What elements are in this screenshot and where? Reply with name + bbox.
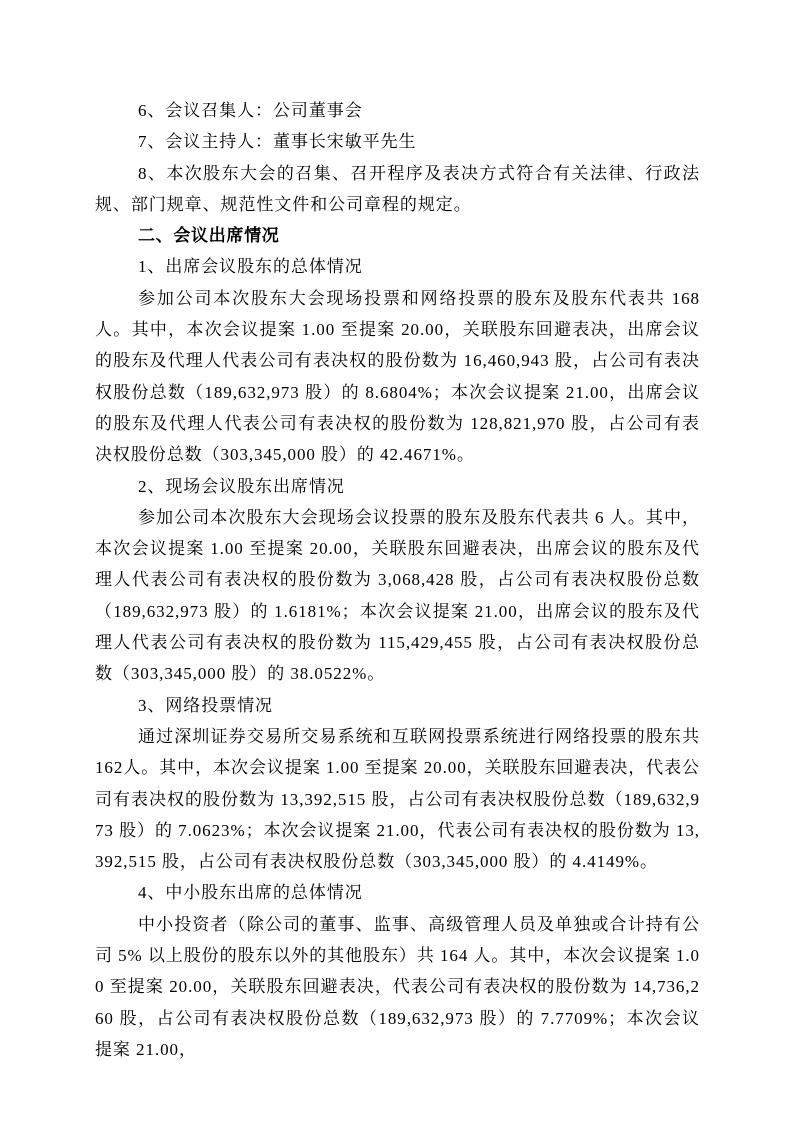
section-heading-meeting-attendance: 二、会议出席情况 xyxy=(138,226,280,246)
paragraph-online-voting-detail: 通过深圳证券交易所交易系统和互联网投票系统进行网络投票的股东共162人。其中，本次会议提案 1.00 至提案 20.00，关联股东回避表决，代表公司有表决权的股份数为 13,392,515 股，占公司有表决权股份总数（189,632,973 股）的 7.0623%；本次会议提案 21.00，代表公司有表决权的股份数为 13,392,515 股，占公司有表决权股份总数（303,345,000 股）的 4.4149%。 xyxy=(95,726,700,872)
paragraph-onsite-attendance-detail: 参加公司本次股东大会现场会议投票的股东及股东代表共 6 人。其中，本次会议提案 1.00 至提案 20.00，关联股东回避表决，出席会议的股东及代理人代表公司有表决权的股份数为 3,068,428 股，占公司有表决权股份总数（189,632,973 股）的 1.6181%；本次会议提案 21.00，出席会议的股东及代理人代表公司有表决权的股份数为 115,429,455 股，占公司有表决权股份总数（303,345,000 股）的 38.0522%。 xyxy=(95,507,700,684)
subitem-onsite-attendance: 2、现场会议股东出席情况 xyxy=(138,476,345,496)
subitem-overall-attendance: 1、出席会议股东的总体情况 xyxy=(138,257,363,277)
paragraph-overall-attendance-detail: 参加公司本次股东大会现场投票和网络投票的股东及股东代表共 168 人。其中，本次会议提案 1.00 至提案 20.00，关联股东回避表决，出席会议的股东及代理人代表公司有表决权的股份数为 16,460,943 股，占公司有表决权股份总数（189,632,973 股）的 8.6804%；本次会议提案 21.00，出席会议的股东及代理人代表公司有表决权的股份数为 128,821,970 股，占公司有表决权股份总数（303,345,000 股）的 42.4671%。 xyxy=(95,288,700,465)
numbered-item-convener: 6、会议召集人：公司董事会 xyxy=(138,101,363,120)
paragraph-minority-shareholders-detail: 中小投资者（除公司的董事、监事、高级管理人员及单独或合计持有公司 5% 以上股份的股东以外的其他股东）共 164 人。其中，本次会议提案 1.00 至提案 20.00，关联股东回避表决，代表公司有表决权的股份数为 14,736,260 股，占公司有表决权股份总数（189,632,973 股）的 7.7709%；本次会议提案 21.00， xyxy=(95,914,700,1059)
subitem-online-voting: 3、网络投票情况 xyxy=(138,695,273,715)
numbered-item-chairperson: 7、会议主持人：董事长宋敏平先生 xyxy=(138,132,417,152)
paragraph-compliance-statement: 8、本次股东大会的召集、召开程序及表决方式符合有关法律、行政法规、部门规章、规范性文件和公司章程的规定。 xyxy=(95,163,700,214)
subitem-minority-shareholders: 4、中小股东出席的总体情况 xyxy=(138,883,363,903)
document-body xyxy=(95,95,700,1065)
